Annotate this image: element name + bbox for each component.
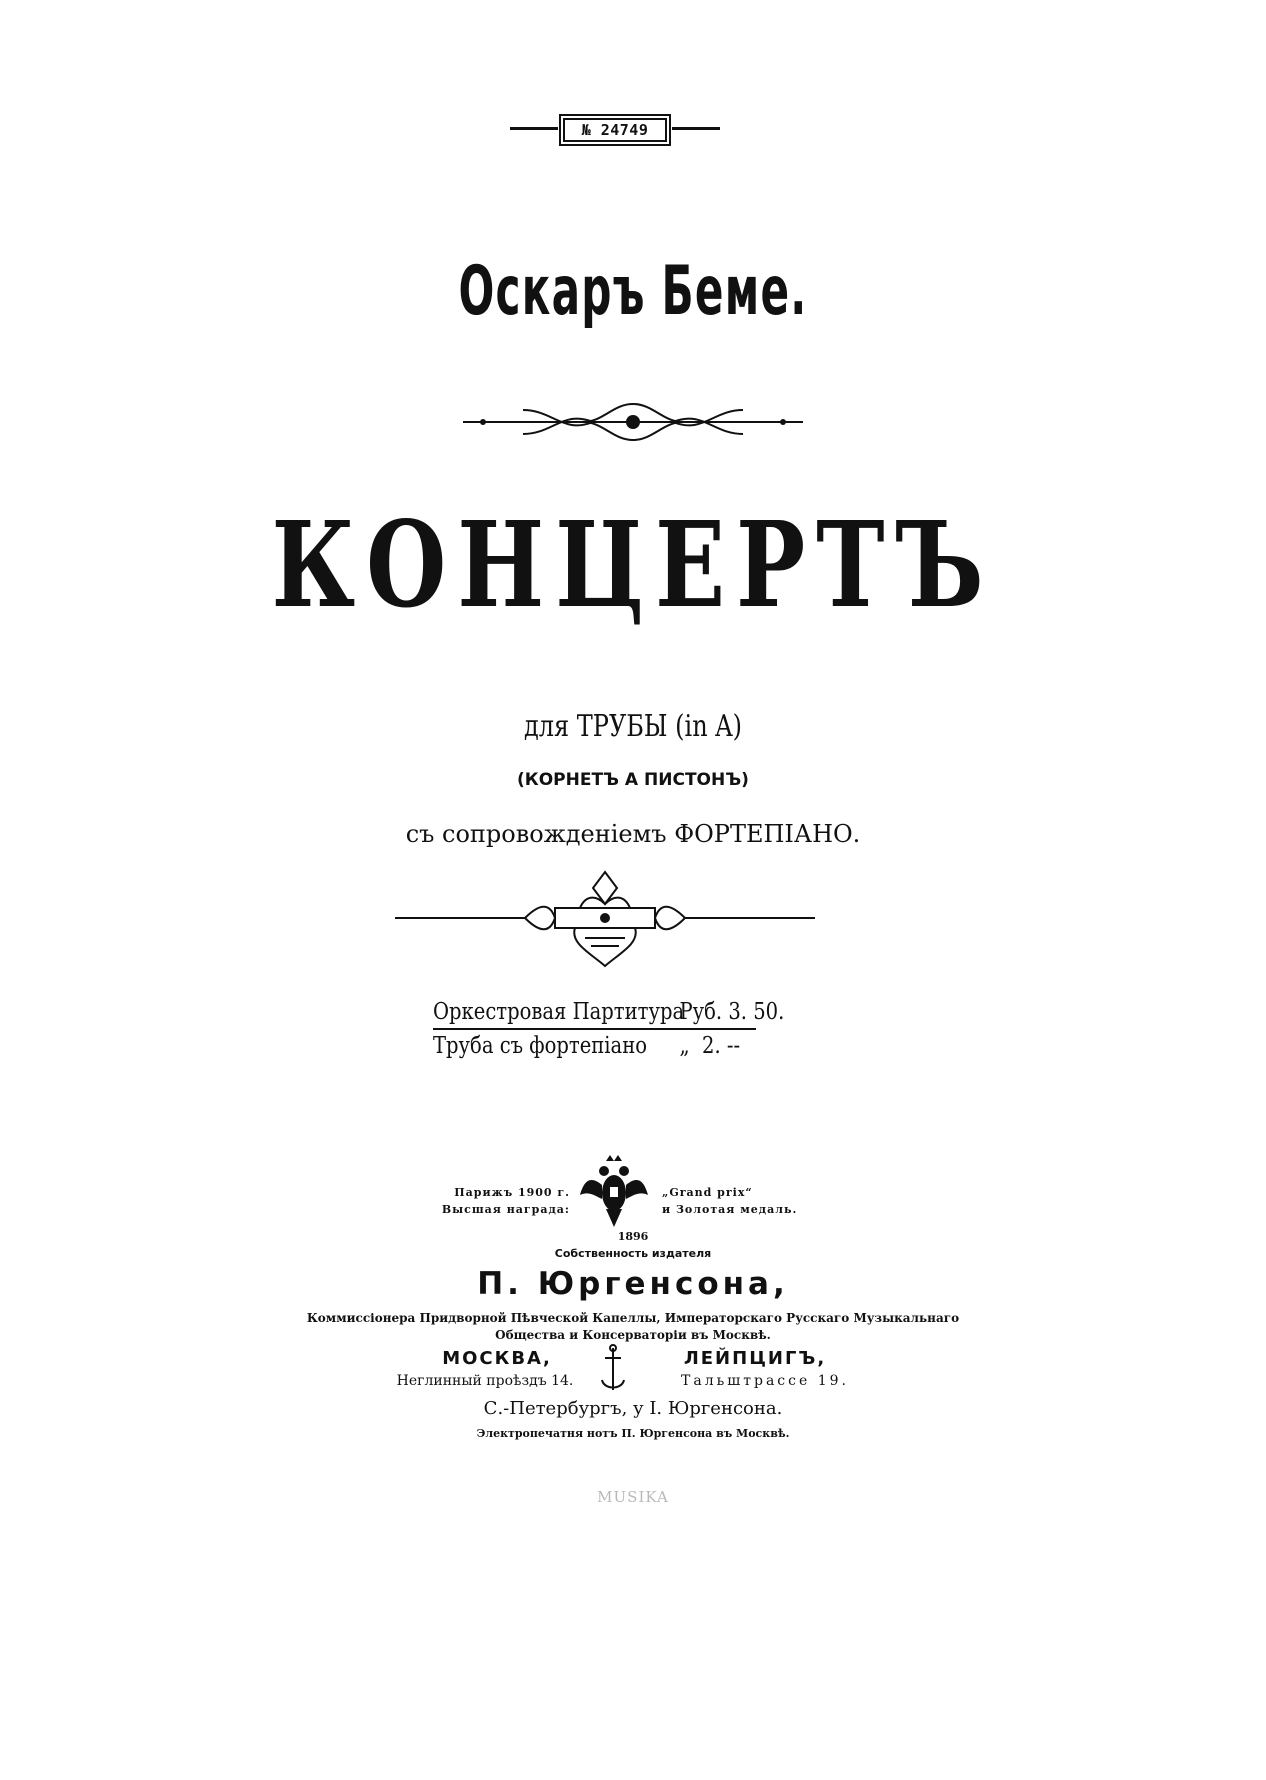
publisher-name: П. Юргенсона, — [477, 1266, 789, 1302]
price-label: Оркестровая Партитура — [433, 999, 685, 1025]
work-title: КОНЦЕРТЪ — [271, 495, 995, 634]
ornament-divider-middle — [395, 868, 815, 970]
city-leipzig: ЛЕЙПЦИГЪ, — [683, 1348, 827, 1369]
price-value: „ 2. -- — [679, 1033, 741, 1059]
plate-number: № 24749 — [563, 118, 667, 142]
subtitle-instrument: для ТРУБЫ (in A) — [524, 709, 742, 744]
publisher-description-line2: Общества и Консерваторіи въ Москвѣ. — [495, 1328, 771, 1342]
award-left-line1: Парижъ 1900 г. — [454, 1186, 570, 1199]
award-right-line2: и Золотая медаль. — [662, 1203, 798, 1216]
petersburg-agent: С.-Петербургъ, у І. Юргенсона. — [483, 1398, 783, 1419]
award-right — [662, 1184, 842, 1218]
award-left — [410, 1184, 570, 1218]
property-line: Собственность издателя — [554, 1247, 712, 1260]
address-moscow: Неглинный проѣздъ 14. — [396, 1373, 574, 1389]
price-row-score — [433, 996, 785, 1030]
price-value: Руб. 3. 50. — [679, 999, 785, 1025]
award-right-line1: „Grand prix“ — [662, 1186, 753, 1199]
address-leipzig: Тальштрассе 19. — [681, 1373, 849, 1389]
double-headed-eagle-emblem-icon — [580, 1155, 648, 1229]
publisher-description-line1: Коммиссіонера Придворной Пѣвческой Капеллы, Императорскаго Русскаго Музыкальнаго — [306, 1311, 960, 1325]
award-left-line2: Высшая награда: — [441, 1203, 570, 1216]
price-row-trumpet-piano — [433, 1030, 756, 1062]
city-moscow: МОСКВА, — [442, 1348, 552, 1369]
plate-rule-left — [510, 127, 558, 130]
library-stamp: MUSIKA — [597, 1488, 669, 1506]
award-year: 1896 — [617, 1230, 649, 1243]
plate-rule-right — [672, 127, 720, 130]
price-label: Труба съ фортепіано — [433, 1033, 648, 1059]
ornament-divider-top — [463, 400, 803, 444]
subtitle-alternate-instrument: (КОРНЕТЪ А ПИСТОНЪ) — [517, 770, 749, 790]
anchor-icon — [598, 1344, 628, 1394]
composer-name: Оскаръ Беме. — [458, 252, 808, 331]
printing-note: Электропечатня нотъ П. Юргенсона въ Москвѣ. — [476, 1427, 790, 1440]
subtitle-accompaniment: съ сопровожденіемъ ФОРТЕПІАНО. — [405, 820, 861, 848]
plate-number-block — [0, 108, 1266, 148]
